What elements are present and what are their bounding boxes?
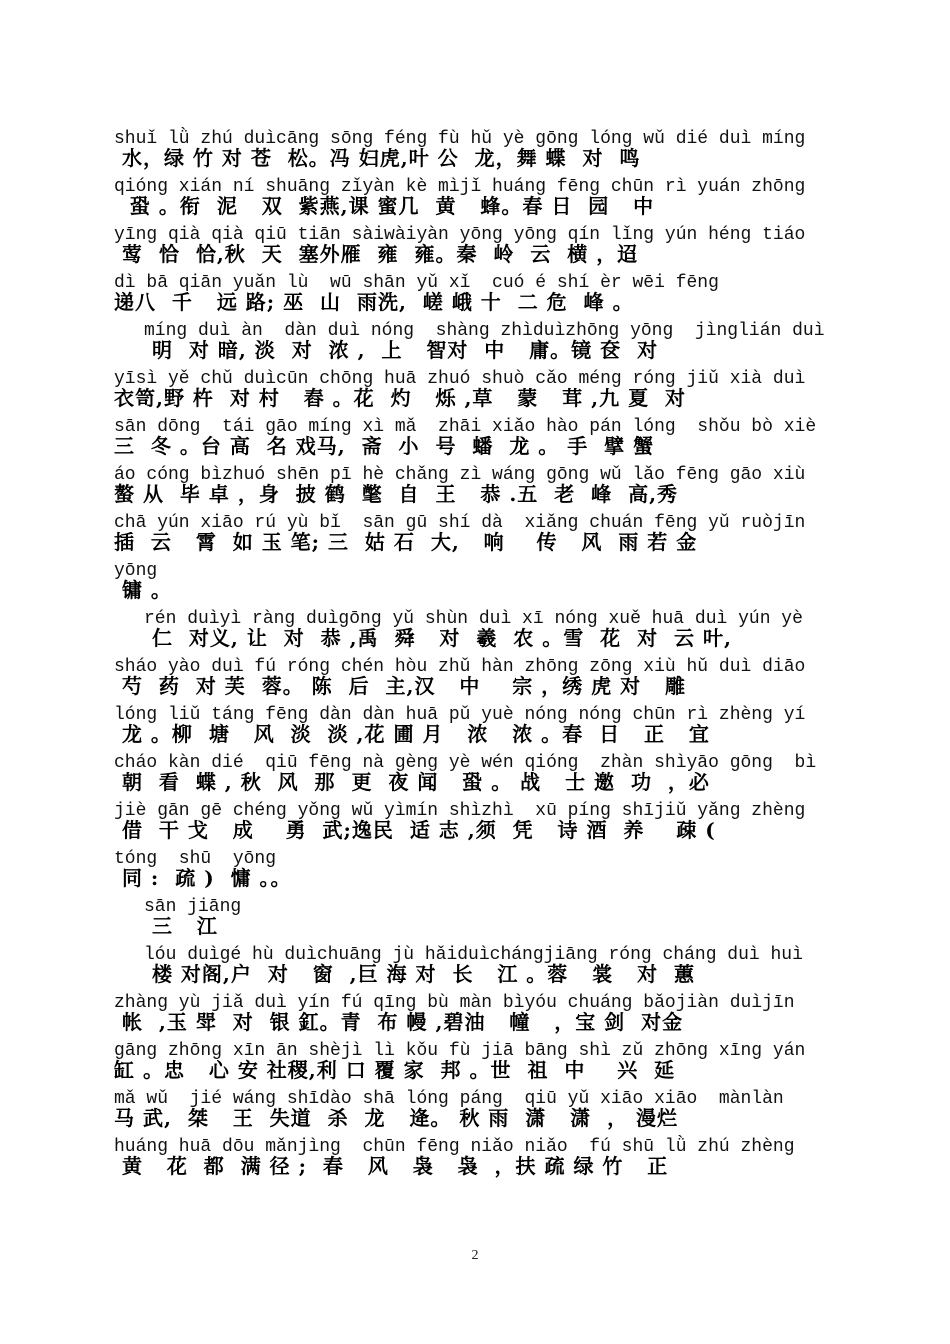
pinyin-line: áo cóng bìzhuó shēn pī hè chǎng zì wáng gōng wǔ lǎo fēng gāo xiù — [114, 465, 806, 485]
pinyin-line: cháo kàn dié qiū fēng nà gèng yè wén qióng zhàn shìyāo gōng bì — [114, 753, 817, 773]
text-line-pair — [114, 368, 844, 408]
hanzi-line: 仁 对义, 让 对 恭 ,禹 舜 对 羲 农 。雪 花 对 云 叶, — [144, 626, 732, 650]
text-line-pair — [114, 320, 844, 360]
text-line-pair — [114, 1136, 844, 1176]
hanzi-line: 三 冬 。台 高 名 戏马, 斋 小 号 蟠 龙 。 手 擘 蟹 — [114, 434, 655, 458]
hanzi-line: 蛩 。衔 泥 双 紫燕,课 蜜几 黄 蜂。春 日 园 中 — [114, 194, 655, 218]
hanzi-line: 帐 ,玉 斝 对 银 釭。青 布 幔 ,碧油 幢 ，宝 剑 对金 — [114, 1010, 684, 1034]
pinyin-line: rén duìyì ràng duìgōng yǔ shùn duì xī nóng xuě huā duì yún yè — [144, 609, 803, 629]
text-line-pair — [114, 944, 844, 984]
hanzi-line: 缸 。忠 心 安 社稷,利 口 覆 家 邦 。世 祖 中 兴 延 — [114, 1058, 676, 1082]
text-line-pair — [114, 896, 844, 936]
hanzi-line: 朝 看 蝶 , 秋 风 那 更 夜 闻 蛩 。 战 士 邀 功 ，必 — [114, 770, 710, 794]
hanzi-line: 三 江 — [144, 914, 218, 938]
pinyin-line: lóu duìgé hù duìchuāng jù hǎiduìchángjiāng róng cháng duì huì — [144, 945, 803, 965]
text-line-pair — [114, 176, 844, 216]
text-line-pair — [114, 224, 844, 264]
pinyin-line: sān jiāng — [144, 897, 242, 917]
pinyin-line: shuǐ lǜ zhú duìcāng sōng féng fù hǔ yè gōng lóng wǔ dié duì míng — [114, 129, 806, 149]
pinyin-line: yīng qià qià qiū tiān sàiwàiyàn yōng yōng qín lǐng yún héng tiáo — [114, 225, 806, 245]
pinyin-line: yōng — [114, 561, 158, 581]
pinyin-line: lóng liǔ táng fēng dàn dàn huā pǔ yuè nóng nóng chūn rì zhèng yí — [114, 705, 806, 725]
pinyin-line: jiè gān gē chéng yǒng wǔ yìmín shìzhì xū píng shījiǔ yǎng zhèng — [114, 801, 806, 821]
text-line-pair — [114, 272, 844, 312]
hanzi-line: 芍 药 对 芙 蓉。 陈 后 主,汉 中 宗 ，绣 虎 对 雕 — [114, 674, 686, 698]
hanzi-line: 镛 。 — [114, 578, 172, 602]
text-line-pair — [114, 608, 844, 648]
pinyin-line: sháo yào duì fú róng chén hòu zhǔ hàn zhōng zōng xiù hǔ duì diāo — [114, 657, 806, 677]
hanzi-line: 楼 对阁,户 对 窗 ,巨 海 对 长 江 。蓉 裳 对 蕙 — [144, 962, 695, 986]
hanzi-line: 衣笥,野 杵 对 村 舂 。花 灼 烁 ,草 蒙 茸 ,九 夏 对 — [114, 386, 686, 410]
text-line-pair — [114, 1040, 844, 1080]
pinyin-line: yīsì yě chǔ duìcūn chōng huā zhuó shuò cǎo méng róng jiǔ xià duì — [114, 369, 806, 389]
text-line-pair — [114, 800, 844, 840]
pinyin-line: zhàng yù jiǎ duì yín fú qīng bù màn bìyóu chuáng bǎojiàn duìjīn — [114, 993, 795, 1013]
pinyin-line: chā yún xiāo rú yù bǐ sān gū shí dà xiǎng chuán fēng yǔ ruòjīn — [114, 513, 806, 533]
text-line-pair — [114, 1088, 844, 1128]
text-line-pair — [114, 752, 844, 792]
hanzi-line: 递八 千 远 路; 巫 山 雨洗, 嵯 峨 十 二 危 峰 。 — [114, 290, 634, 314]
pinyin-line: huáng huā dōu mǎnjìng chūn fēng niǎo niǎo fú shū lǜ zhú zhèng — [114, 1137, 795, 1157]
text-line-pair — [114, 512, 844, 552]
text-line-pair — [114, 128, 844, 168]
text-line-pair — [114, 416, 844, 456]
hanzi-line: 黄 花 都 满 径 ; 春 风 袅 袅 ，扶 疏 绿 竹 正 — [114, 1154, 669, 1178]
hanzi-line: 龙 。柳 塘 风 淡 淡 ,花 圃 月 浓 浓 。春 日 正 宜 — [114, 722, 710, 746]
text-line-pair — [114, 992, 844, 1032]
hanzi-line: 水，绿 竹 对 苍 松。冯 妇虎,叶 公 龙，舞 蝶 对 鸣 — [114, 146, 641, 170]
text-line-pair — [114, 704, 844, 744]
pinyin-line: mǎ wǔ jié wáng shīdào shā lóng páng qiū yǔ xiāo xiāo mànlàn — [114, 1089, 784, 1109]
pinyin-line: qióng xián ní shuāng zǐyàn kè mìjǐ huáng fēng chūn rì yuán zhōng — [114, 177, 806, 197]
text-line-pair — [114, 464, 844, 504]
page-number: 2 — [471, 1248, 479, 1263]
hanzi-line: 螯 从 毕 卓 ，身 披 鹤 氅 自 王 恭 .五 老 峰 高,秀 — [114, 482, 679, 506]
hanzi-line: 同 : 疏 ) 慵 。。 — [114, 866, 292, 890]
text-line-pair — [114, 848, 844, 888]
hanzi-line: 马 武, 桀 王 失道 杀 龙 逄。 秋 雨 潇 潇 ， 漫烂 — [114, 1106, 679, 1130]
hanzi-line: 插 云 霄 如 玉 笔; 三 姑 石 大, 响 传 风 雨 若 金 — [114, 530, 698, 554]
pinyin-line: dì bā qiān yuǎn lù wū shān yǔ xǐ cuó é shí èr wēi fēng — [114, 273, 719, 293]
pinyin-line: gāng zhōng xīn ān shèjì lì kǒu fù jiā bāng shì zǔ zhōng xīng yán — [114, 1041, 806, 1061]
pinyin-line: tóng shū yōng — [114, 849, 277, 869]
text-body — [114, 128, 844, 1184]
hanzi-line: 莺 恰 恰,秋 天 塞外雁 雍 雍。秦 岭 云 横 ，迢 — [114, 242, 639, 266]
text-line-pair — [114, 656, 844, 696]
text-line-pair — [114, 560, 844, 600]
hanzi-line: 明 对 暗, 淡 对 浓 , 上 智对 中 庸。镜 奁 对 — [144, 338, 659, 362]
hanzi-line: 借 干 戈 成 勇 武;逸民 适 志 ,须 凭 诗 酒 养 疎 ( — [114, 818, 716, 842]
pinyin-line: míng duì àn dàn duì nóng shàng zhìduìzhōng yōng jìnglián duì — [144, 321, 825, 341]
pinyin-line: sān dōng tái gāo míng xì mǎ zhāi xiǎo hào pán lóng shǒu bò xiè — [114, 417, 817, 437]
